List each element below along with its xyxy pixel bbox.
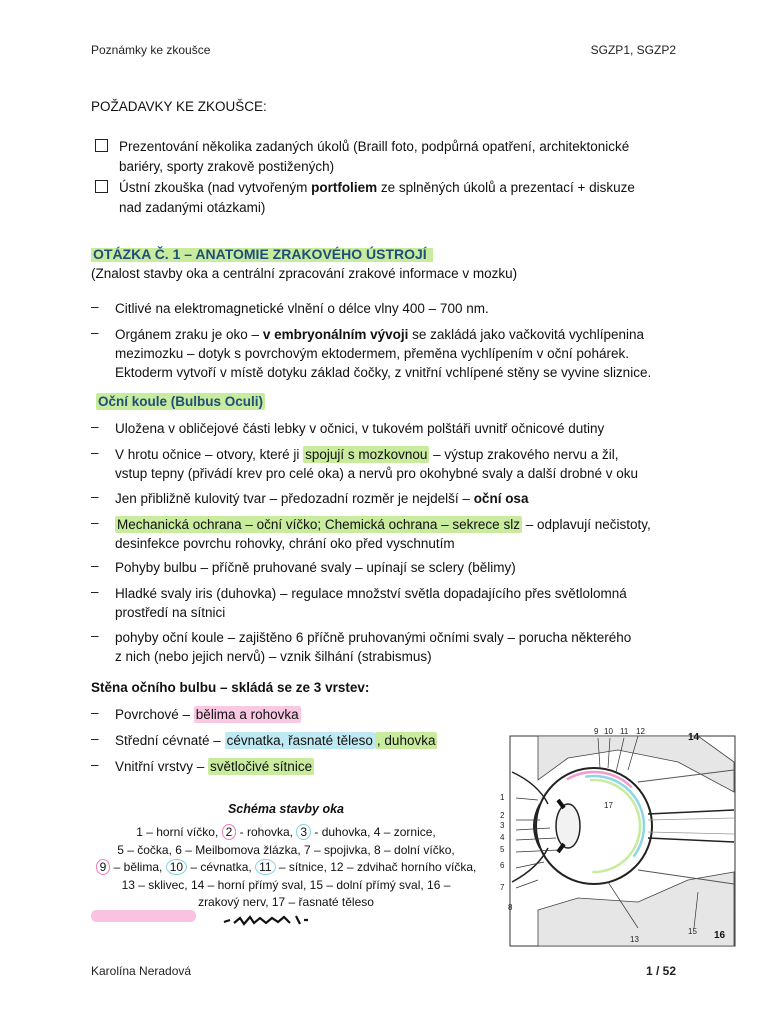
list-item: Jen přibližně kulovitý tvar – předozadní rozměr je nejdelší – oční osa xyxy=(115,491,529,506)
footer-page-number: 1 / 52 xyxy=(645,964,676,978)
bullet-dash: – xyxy=(91,584,99,599)
bulbus-section-title: Oční koule (Bulbus Oculi) xyxy=(98,394,264,409)
requirement-item-1: Prezentování několika zadaných úkolů (Braill foto, podpůrná opatření, architektonické bariéry, sporty zrakově postižených) xyxy=(119,139,630,174)
header-right: SGZP1, SGZP2 xyxy=(590,43,676,57)
bullet-dash: – xyxy=(91,515,99,530)
figure-label: 12 xyxy=(636,727,645,736)
checkbox-1[interactable] xyxy=(95,139,108,152)
figure-label: 4 xyxy=(500,833,505,842)
figure-label: 15 xyxy=(688,927,697,936)
figure-label: 14 xyxy=(688,732,700,743)
list-item: Citlivé na elektromagnetické vlnění o délce vlny 400 – 700 nm. xyxy=(115,301,489,316)
figure-label: 17 xyxy=(604,801,613,810)
question-subtitle: (Znalost stavby oka a centrální zpracování zrakové informace v mozku) xyxy=(91,266,518,281)
bullet-dash: – xyxy=(91,299,99,314)
bullet-dash: – xyxy=(91,558,99,573)
list-item: Mechanická ochrana – oční víčko; Chemická ochrana – sekrece slz – odplavují nečistoty, desinfekce povrchu rohovky, chrání oko před vyschnutím xyxy=(115,517,651,551)
checkbox-2[interactable] xyxy=(95,180,108,193)
schema-legend: 1 – horní víčko, 2 - rohovka, 3 - duhovka, 4 – zornice, 5 – čočka, 6 – Meilbomova žlázka, 7 – spojivka, 8 – dolní víčko, 9 – bělima, 10 – cévnatka, 11 – sítnice, 12 – zdvihač horního víčka, 13 – sklivec, 14 – horní přímý sval, 15 – dolní přímý sval, 16 – zrakový nerv, 17 – řasnaté těleso xyxy=(91,824,481,912)
list-item: Povrchové – bělima a rohovka xyxy=(115,707,299,722)
bullet-dash: – xyxy=(91,419,99,434)
requirements-title: POŽADAVKY KE ZKOUŠCE: xyxy=(91,99,267,114)
question-title: OTÁZKA Č. 1 – ANATOMIE ZRAKOVÉHO ÚSTROJÍ xyxy=(91,246,433,262)
bullet-dash: – xyxy=(91,489,99,504)
bullet-dash: – xyxy=(91,325,99,340)
list-item: Střední cévnaté – cévnatka, řasnaté těleso , duhovka xyxy=(115,733,436,748)
bullet-dash: – xyxy=(91,731,99,746)
footer-author: Karolína Neradová xyxy=(91,964,192,978)
figure-label: 11 xyxy=(620,727,629,736)
figure-label: 2 xyxy=(500,811,505,820)
handwritten-scribble xyxy=(220,908,310,930)
list-item: pohyby oční koule – zajištěno 6 příčně pruhovanými očními svaly – porucha některého z nich (nebo jejich nervů) – vznik šilhání (strabismus) xyxy=(115,630,632,664)
bullet-dash: – xyxy=(91,445,99,460)
eye-diagram xyxy=(498,722,738,948)
figure-label: 6 xyxy=(500,861,505,870)
highlight-mark xyxy=(91,910,196,922)
figure-label: 9 xyxy=(594,727,599,736)
figure-label: 16 xyxy=(714,930,726,941)
requirement-item-2: Ústní zkouška (nad vytvořeným portfoliem ze splněných úkolů a prezentací + diskuze nad zadanými otázkami) xyxy=(119,180,635,215)
header-left: Poznámky ke zkoušce xyxy=(91,43,211,57)
figure-label: 13 xyxy=(630,935,639,944)
list-item: Hladké svaly iris (duhovka) – regulace množství světla dopadajícího přes světlolomná prostředí na sítnici xyxy=(115,586,627,620)
figure-label: 10 xyxy=(604,727,613,736)
list-item: Uložena v obličejové části lebky v očnici, v tukovém polštáři uvnitř očnicové dutiny xyxy=(115,421,605,436)
schema-title: Schéma stavby oka xyxy=(227,802,345,816)
list-item: Orgánem zraku je oko – v embryonálním vývoji se zakládá jako vačkovitá vychlípenina mezimozku – dotyk s povrchovým ektodermem, přeměna vychlípením v oční pohárek. Ektoderm vytvoří v místě dotyku základ čočky, z vnitřní vchlípené stěny se vyvine sliznice. xyxy=(115,327,652,380)
figure-label: 8 xyxy=(508,903,513,912)
bullet-dash: – xyxy=(91,757,99,772)
bullet-dash: – xyxy=(91,705,99,720)
bullet-dash: – xyxy=(91,628,99,643)
list-item: V hrotu očnice – otvory, které ji spojují s mozkovnou – výstup zrakového nervu a žil, vstup tepny (přivádí krev pro celé oka) a nervů pro okohybné svaly a další drobné v oku xyxy=(115,447,639,481)
figure-label: 1 xyxy=(500,793,505,802)
list-item: Vnitřní vrstvy – světločivé sítnice xyxy=(115,759,313,774)
figure-label: 3 xyxy=(500,821,505,830)
figure-label: 7 xyxy=(500,883,505,892)
figure-label: 5 xyxy=(500,845,505,854)
list-item: Pohyby bulbu – příčně pruhované svaly – upínají se sclery (bělimy) xyxy=(115,560,516,575)
wall-section-title: Stěna očního bulbu – skládá se ze 3 vrstev: xyxy=(91,680,370,695)
